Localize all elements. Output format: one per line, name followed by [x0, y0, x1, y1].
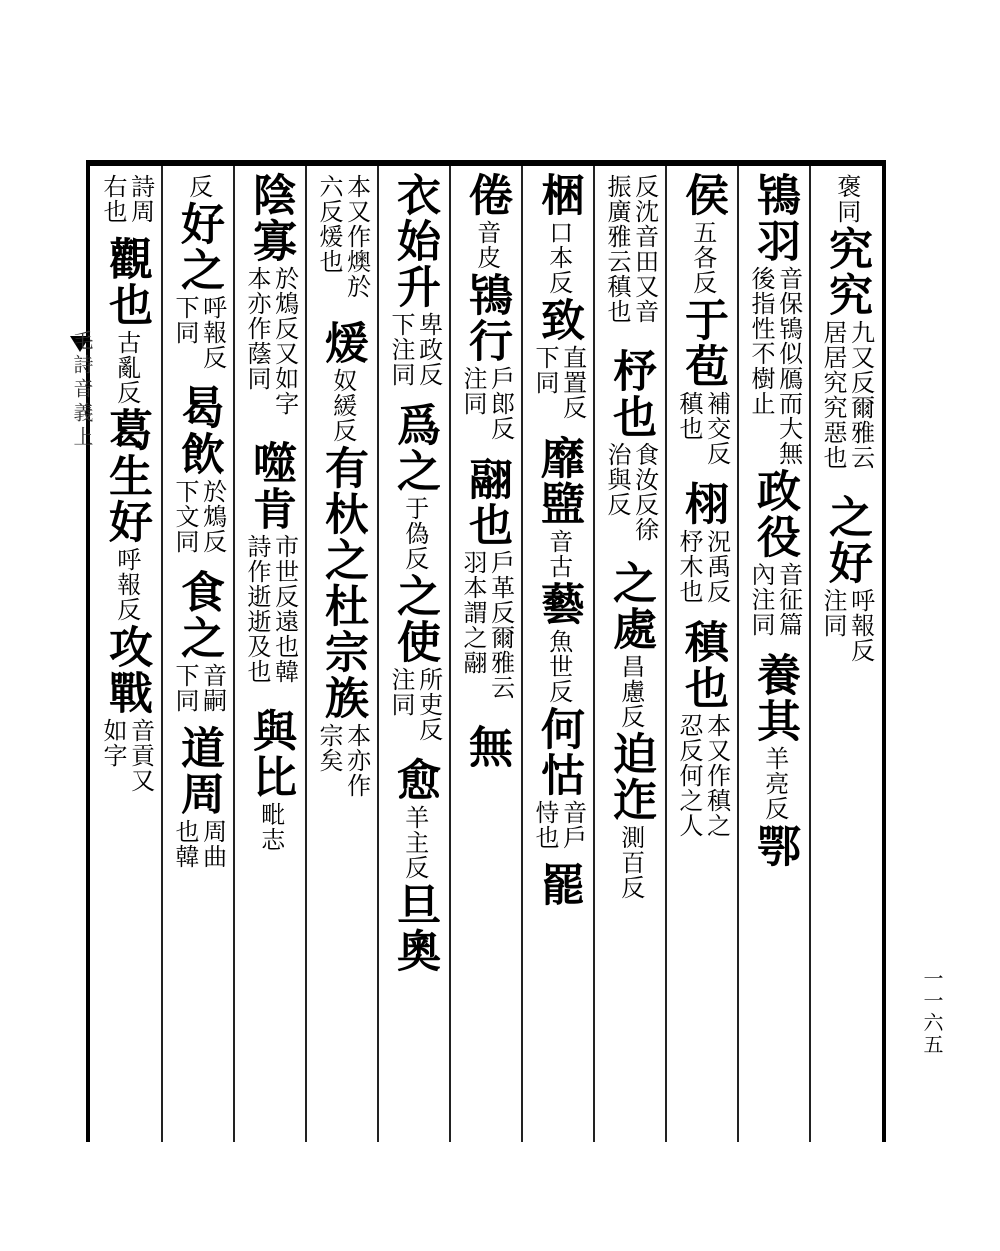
headword-text: 之使 — [389, 573, 440, 665]
annotation-text: 測百反 — [616, 825, 645, 900]
headword-text: 鴇行 — [461, 272, 512, 364]
annotation-text: 古亂反 — [112, 330, 141, 405]
headword-text: 養其 — [749, 652, 800, 744]
annotation-text: 呼報反注同 — [819, 588, 875, 663]
headword-text: 靡盬 — [533, 435, 584, 527]
annotation-text: 補交反稹也 — [675, 391, 731, 466]
headword-text: 政役 — [749, 468, 800, 560]
headword-text: 與比 — [245, 708, 296, 800]
annotation-text: 呼報反 — [112, 547, 141, 622]
annotation-text: 本又作稹之忍反何之人 — [675, 713, 731, 838]
annotation-text: 戶郎反注同 — [459, 366, 515, 441]
annotation-text: 羊亮反 — [760, 746, 789, 821]
column-divider — [809, 166, 811, 1142]
annotation-text: 食汝反徐治與反 — [603, 442, 659, 542]
annotation-text: 周曲也韓 — [171, 819, 227, 869]
text-column — [813, 172, 879, 1132]
annotation-text: 音貢又如字 — [99, 718, 155, 793]
text-column — [237, 172, 303, 1132]
headword-text: 稹也 — [677, 619, 728, 711]
headword-text: 攻戰 — [101, 624, 152, 716]
text-column — [381, 172, 447, 1132]
text-column — [309, 172, 375, 1132]
headword-text: 栩 — [677, 481, 728, 527]
text-column — [669, 172, 735, 1132]
frame-left-rule — [86, 160, 90, 1142]
headword-text: 有杕之杜宗族 — [317, 445, 368, 721]
headword-text: 之處 — [605, 560, 656, 652]
page-number: 一一六五 — [920, 968, 944, 1056]
headword-text: 無 — [461, 724, 512, 770]
annotation-text: 卑政反下注同 — [387, 312, 443, 387]
headword-text: 食之 — [173, 569, 224, 661]
text-column — [165, 172, 231, 1132]
column-divider — [593, 166, 595, 1142]
headword-text: 究究 — [821, 226, 872, 318]
annotation-text: 音皮 — [472, 220, 501, 270]
headword-text: 噬肯 — [245, 440, 296, 532]
annotation-text: 音征篇內注同 — [747, 562, 803, 637]
headword-text: 致 — [533, 297, 584, 343]
column-divider — [305, 166, 307, 1142]
headword-text: 旦奧 — [389, 882, 440, 974]
annotation-text: 音古 — [544, 529, 573, 579]
headword-text: 道周 — [173, 725, 224, 817]
headword-text: 陰寡 — [245, 172, 296, 264]
annotation-text: 本亦作宗矣 — [315, 723, 371, 798]
headword-text: 觀也 — [101, 236, 152, 328]
annotation-text: 奴緩反 — [328, 368, 357, 443]
annotation-text: 於鴆反又如字本亦作蔭同 — [243, 266, 299, 416]
headword-text: 何怙 — [533, 706, 584, 798]
annotation-text: 九又反爾雅云居居究究惡也 — [819, 320, 875, 470]
headword-text: 侯 — [677, 172, 728, 218]
annotation-text: 五各反 — [688, 220, 717, 295]
column-divider — [449, 166, 451, 1142]
gutter-title: 毛詩音義上 — [70, 330, 94, 450]
annotation-text: 本又作燠於六反煖也 — [315, 174, 371, 299]
annotation-text: 毗志 — [256, 802, 285, 852]
text-column — [93, 172, 159, 1132]
headword-text: 之好 — [821, 494, 872, 586]
column-divider — [377, 166, 379, 1142]
text-column — [453, 172, 519, 1132]
annotation-text: 直置反下同 — [531, 345, 587, 420]
annotation-text: 褒同 — [832, 174, 861, 224]
annotation-text: 于偽反 — [400, 496, 429, 571]
column-divider — [521, 166, 523, 1142]
annotation-text: 呼報反下同 — [171, 295, 227, 370]
annotation-text: 音嗣下同 — [171, 663, 227, 713]
annotation-text: 羊主反 — [400, 805, 429, 880]
headword-text: 葛生好 — [101, 407, 152, 545]
headword-text: 梱 — [533, 172, 584, 218]
headword-text: 藝 — [533, 581, 584, 627]
headword-text: 曷飲 — [173, 385, 224, 477]
headword-text: 迫迮 — [605, 731, 656, 823]
headword-text: 翮也 — [461, 456, 512, 548]
headword-text: 杼也 — [605, 348, 656, 440]
column-divider — [233, 166, 235, 1142]
headword-text: 倦 — [461, 172, 512, 218]
text-column — [741, 172, 807, 1132]
headword-text: 鴇羽 — [749, 172, 800, 264]
annotation-text: 昌慮反 — [616, 654, 645, 729]
annotation-text: 況禹反杼木也 — [675, 529, 731, 604]
column-divider — [737, 166, 739, 1142]
annotation-text: 市世反遠也韓詩作逝逝及也 — [243, 534, 299, 684]
headword-text: 煖 — [317, 320, 368, 366]
headword-text: 好之 — [173, 201, 224, 293]
headword-text: 衣始升 — [389, 172, 440, 310]
annotation-text: 音戶恃也 — [531, 800, 587, 850]
column-divider — [161, 166, 163, 1142]
headword-text: 爲之 — [389, 402, 440, 494]
headword-text: 罷 — [533, 862, 584, 908]
text-column — [525, 172, 591, 1132]
frame-right-rule — [882, 160, 886, 1142]
headword-text: 愈 — [389, 757, 440, 803]
annotation-text: 詩周右也 — [99, 174, 155, 224]
annotation-text: 口本反 — [544, 220, 573, 295]
annotation-text: 音保鴇似鴈而大無後指性不樹止 — [747, 266, 803, 466]
frame-top-rule — [86, 160, 886, 166]
annotation-text: 反沈音田又音振廣雅云稹也 — [603, 174, 659, 324]
column-divider — [665, 166, 667, 1142]
annotation-text: 魚世反 — [544, 629, 573, 704]
headword-text: 鄂 — [749, 823, 800, 869]
annotation-text: 於鴆反下文同 — [171, 479, 227, 554]
annotation-text: 所吏反注同 — [387, 667, 443, 742]
annotation-text: 戶革反爾雅云羽本謂之翮 — [459, 550, 515, 700]
headword-text: 于苞 — [677, 297, 728, 389]
annotation-text: 反 — [184, 174, 213, 199]
text-column — [597, 172, 663, 1132]
